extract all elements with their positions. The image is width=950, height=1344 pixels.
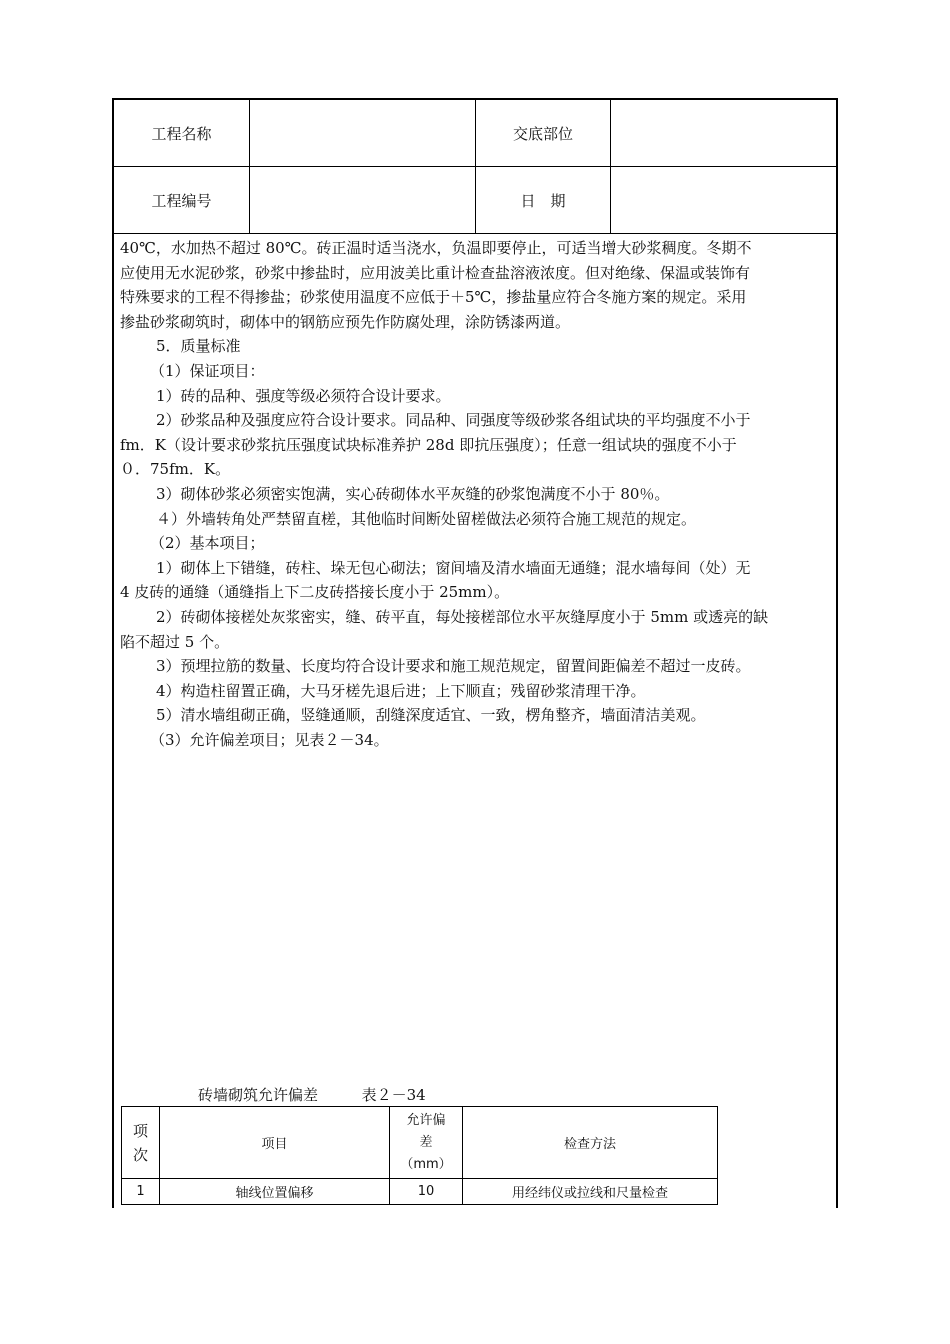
body-line: ０．75fm．K。: [120, 460, 231, 479]
document-frame: [112, 98, 838, 1208]
body-line: 陷不超过 5 个。: [120, 632, 230, 651]
body-line: 特殊要求的工程不得掺盐；砂浆使用温度不应低于＋5℃，掺盐量应符合冬施方案的规定。采用: [120, 288, 747, 307]
body-line: 40℃，水加热不超过 80℃。砖正温时适当浇水，负温即要停止，可适当增大砂浆稠度。冬期不: [120, 239, 752, 257]
table-caption: [198, 1084, 426, 1105]
body-line: 4 皮砖的通缝（通缝指上下二皮砖搭接长度小于 25mm）。: [120, 583, 510, 602]
row-no: 1: [122, 1179, 160, 1205]
section-heading: 5．质量标准: [156, 337, 241, 356]
body-line: 3）砌体砂浆必须密实饱满，实心砖砌体水平灰缝的砂浆饱满度不小于 80％。: [156, 484, 670, 503]
subsection-heading: （1）保证项目：: [150, 361, 265, 380]
header-value-line: （mm）: [400, 1156, 452, 1172]
header-divider: [249, 100, 250, 234]
body-line: 4）构造柱留置正确，大马牙槎先退后进；上下顺直；残留砂浆清理干净。: [156, 681, 646, 700]
header-method: 检查方法: [463, 1107, 718, 1179]
body-line: 3）预埋拉筋的数量、长度均符合设计要求和施工规范规定，留置间距偏差不超过一皮砖。: [156, 657, 751, 676]
header-no-line: 项: [132, 1121, 148, 1140]
header-value-line: 差: [419, 1134, 433, 1150]
body-line: 掺盐砂浆砌筑时，砌体中的钢筋应预先作防腐处理，涂防锈漆两道。: [120, 312, 571, 331]
body-line: fm．K（设计要求砂浆抗压强度试块标准养护 28d 即抗压强度）；任意一组试块的强度不小于: [120, 435, 737, 454]
date-value: [611, 167, 836, 233]
body-text: [120, 236, 832, 752]
subsection-heading: （2）基本项目；: [150, 534, 265, 553]
handover-part-label: 交底部位: [512, 124, 573, 143]
body-line: 2）砂浆品种及强度应符合设计要求。同品种、同强度等级砂浆各组试块的平均强度不小于: [156, 411, 751, 430]
header-divider: [475, 100, 476, 234]
project-name-label: 工程名称: [151, 124, 212, 143]
table-row: [122, 1179, 718, 1205]
header-no: [122, 1107, 160, 1179]
table-title: 砖墙砌筑允许偏差: [198, 1086, 319, 1104]
header-value: [390, 1107, 463, 1179]
deviation-table: [121, 1106, 718, 1205]
table-header-row: [122, 1107, 718, 1179]
table-number: 表２－34: [361, 1086, 426, 1104]
body-line: 2）砖砌体接槎处灰浆密实，缝、砖平直，每处接槎部位水平灰缝厚度小于 5mm 或透亮的缺: [156, 607, 769, 626]
row-value: 10: [390, 1179, 463, 1205]
row-method: 用经纬仪或拉线和尺量检查: [463, 1179, 718, 1205]
body-line: 5）清水墙组砌正确，竖缝通顺，刮缝深度适宜、一致，楞角整齐，墙面清洁美观。: [156, 706, 706, 725]
header-value-line: 允许偏: [406, 1112, 446, 1128]
project-no-label: 工程编号: [151, 191, 212, 210]
header-no-line: 次: [132, 1145, 148, 1164]
header-divider: [610, 100, 611, 234]
row-item: 轴线位置偏移: [160, 1179, 390, 1205]
body-line: 1）砌体上下错缝，砖柱、垛无包心砌法；窗间墙及清水墙面无通缝；混水墙每间（处）无: [156, 558, 751, 577]
project-name-value: [250, 100, 475, 166]
project-no-value: [250, 167, 475, 233]
body-line: ４）外墙转角处严禁留直槎，其他临时间断处留槎做法必须符合施工规范的规定。: [156, 509, 697, 528]
handover-part-value: [611, 100, 836, 166]
subsection-heading: （3）允许偏差项目；见表２－34。: [150, 730, 389, 749]
body-line: 1）砖的品种、强度等级必须符合设计要求。: [156, 386, 451, 405]
body-line: 应使用无水泥砂浆，砂浆中掺盐时，应用波美比重计检查盐溶液浓度。但对绝缘、保温或装饰有: [120, 263, 751, 282]
date-label: 日 期: [520, 191, 566, 210]
header-item: 项目: [160, 1107, 390, 1179]
